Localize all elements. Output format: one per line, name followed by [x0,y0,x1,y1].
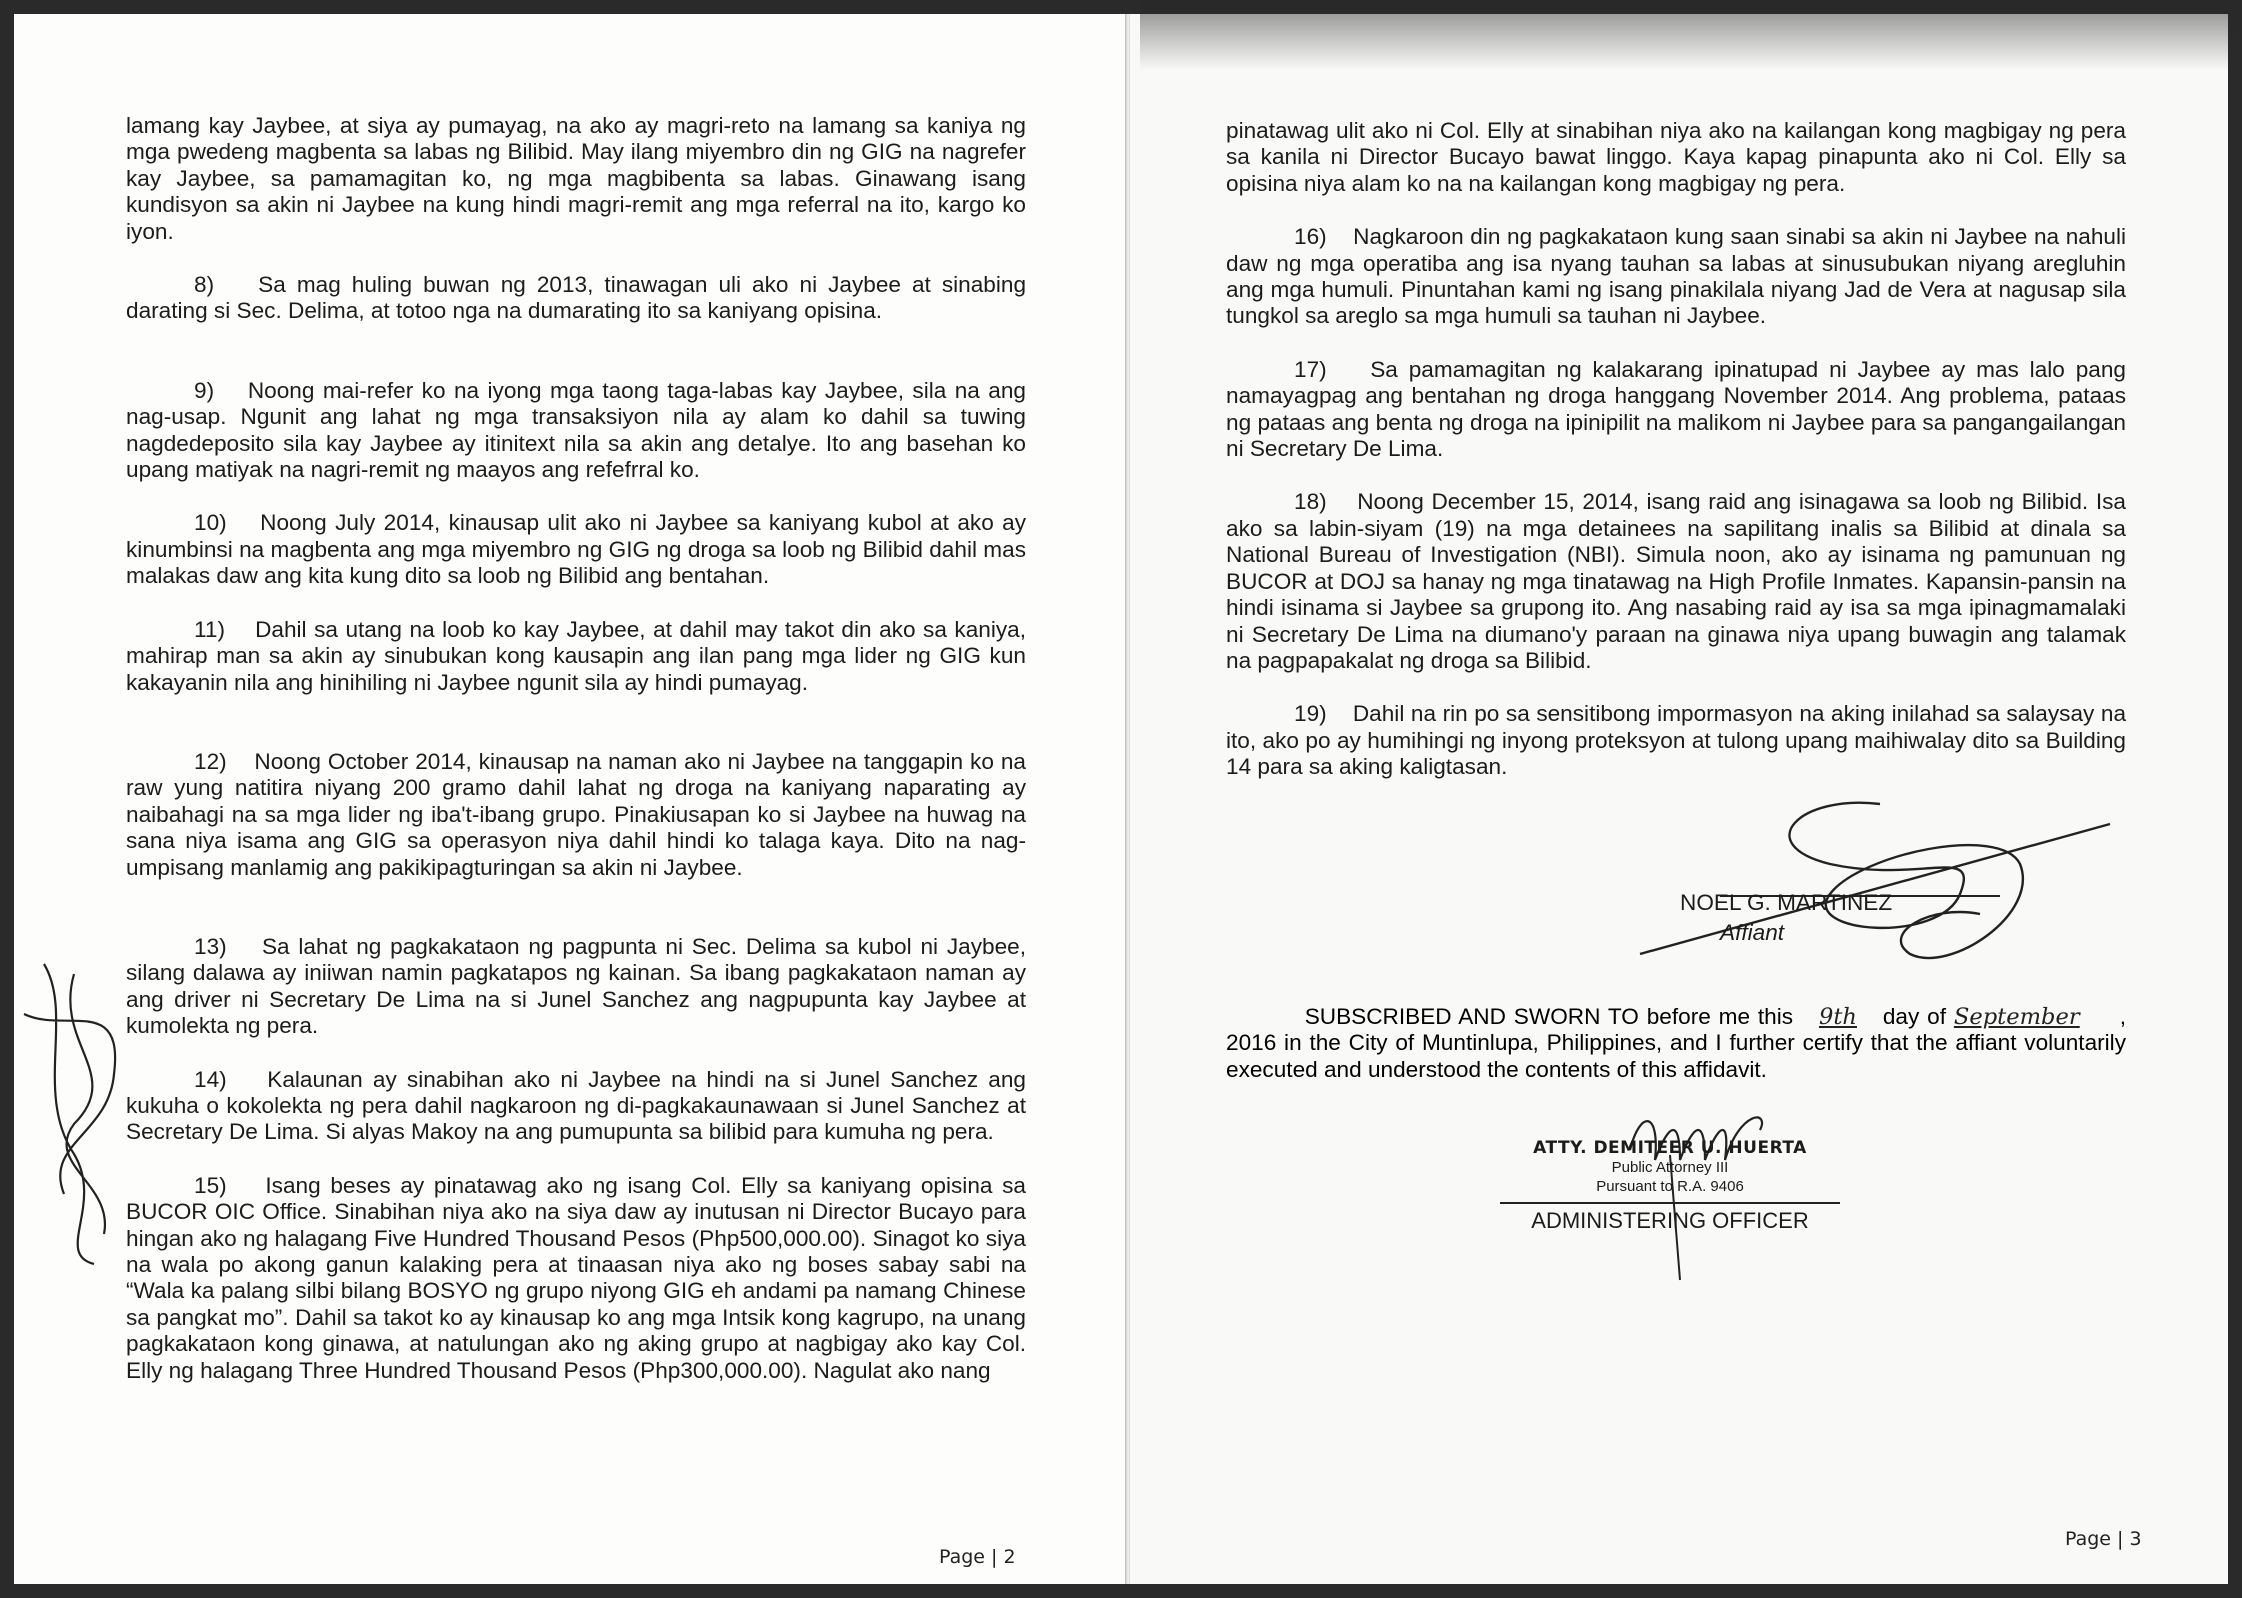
paragraph-text: Sa pamamagitan ng kalakarang ipinatupad ni Jaybee ay mas lalo pang namayagpag ang bentahan ng droga hanggang November 2014. Ang problema, pataas ng pataas ang benta ng droga na ipinipilit na malikom ni Jaybee para sa pangangailangan ni Secretary De Lima. [1226,356,2126,462]
paragraph-text: Noong July 2014, kinausap ulit ako ni Jaybee sa kaniyang kubol at ako ay kinumbinsi na magbenta ang mga miyembro ng GIG ng droga sa loob ng Bilibid dahil mas malakas daw ang kita kung dito sa loob ng Bilibid ang bentahan. [126,510,1027,589]
jurat-text: SUBSCRIBED AND SWORN TO before me this [1304,1004,1794,1029]
paragraph-number: 19) [1294,701,1327,727]
jurat-text-day-of: day of [1882,1004,1946,1029]
affiant-name: NOEL G. MARTINEZ [1680,890,1893,915]
officer-role: ADMINISTERING OFFICER [1500,1202,1840,1234]
paragraph-text: Dahil sa utang na loob ko kay Jaybee, at dahil may takot din ako sa kaniya, mahirap man sa akin ay sinubukan kong kausapin ang ilan pang mga lider ng GIG kun kakayanin nila ang hinihiling ni Jaybee ngunit sila ay hindi pumayag. [126,616,1027,695]
paragraph-text: Noong December 15, 2014, isang raid ang isinagawa sa loob ng Bilibid. Isa ako sa labin-siyam (19) na mga detainees na sapilitang inalis sa Bilibid at dinala sa National Bureau of Investigation (NBI). Simula noon, ako ay isinama ng pamunuan ng BUCOR at DOJ sa hanay ng mga tinatawag na High Profile Inmates. Kapansin-pansin na hindi isinama si Jaybee sa grupong ito. Ang nasabing raid ay isa sa mga ipinagmamalaki ni Secretary De Lima na diumano'y paraan na ginawa niya upang buwagin ang talamak na pagpapakalat ng droga sa Bilibid. [1226,489,2126,673]
paragraph-19 [1226,701,2126,780]
paragraph-14 [126,1067,1026,1146]
paragraph-continued [126,113,1026,245]
page-number-label: Page | 2 [939,1546,1016,1568]
paragraph-12 [126,749,1026,881]
jurat-text-rest: , 2016 in the City of Muntinlupa, Philippines, and I further certify that the affiant voluntarily executed and understood the contents of this affidavit. [1226,1004,2126,1082]
paragraph-number: 14) [194,1066,227,1092]
paragraph-number: 13) [194,933,227,959]
margin-initials-signature [14,954,144,1274]
paragraph-number: 12) [194,748,227,774]
paragraph-17 [1226,357,2126,463]
jurat-month-handwritten: September [1953,1004,2080,1030]
paragraph-number: 9) [194,377,215,403]
page-number-label: Page | 3 [2065,1528,2142,1550]
paragraph-number: 15) [194,1172,227,1198]
jurat-day-handwritten: 9th [1818,1004,1857,1030]
affiant-label: Affiant [1720,920,1785,945]
paragraph-9 [126,378,1026,484]
officer-name: ATTY. DEMITEER U. HUERTA [1533,1138,1807,1158]
right-document-page [1130,14,2228,1584]
paragraph-18 [1226,489,2126,674]
affiant-signature [1600,784,2160,984]
paragraph-text: Dahil na rin po sa sensitibong impormasyon na aking inilahad sa salaysay na ito, ako po ay humihingi ng inyong proteksyon at tulong upang maihiwalay dito sa Building 14 para sa aking kaligtasan. [1226,701,2127,780]
paragraph-text: Sa mag huling buwan ng 2013, tinawagan uli ako ni Jaybee at sinabing darating si Sec. Delima, at totoo nga na dumarating ito sa kaniyang opisina. [126,272,1027,324]
administering-officer-block [1500,1138,1840,1234]
paragraph-text: lamang kay Jaybee, at siya ay pumayag, na ako ay magri-reto na lamang sa kaniya ng mga pwedeng magbenta sa labas ng Bilibid. May ilang miyembro din ng GIG na nagrefer kay Jaybee, sa pamamagitan ko, ng mga magbibenta sa labas. Ginawang isang kundisyon sa akin ni Jaybee na kung hindi magri-remit ang mga referral na ito, kargo ko iyon. [126,113,1026,244]
officer-title: Public Attorney III [1611,1159,1729,1176]
paragraph-text: Kalaunan ay sinabihan ako ni Jaybee na hindi na si Junel Sanchez ang kukuha o kokolekta ng pera dahil nagkaroon ng di-pagkakaunawaan si Junel Sanchez at Secretary De Lima. Si alyas Makoy na ang pumupunta sa bilibid para kumuha ng pera. [126,1066,1026,1145]
paragraph-number: 17) [1294,356,1327,382]
paragraph-10 [126,510,1026,589]
paragraph-13 [126,934,1026,1040]
paragraph-15 [126,1173,1026,1384]
paragraph-text: Noong mai-refer ko na iyong mga taong taga-labas kay Jaybee, sila na ang nag-usap. Ngunit ang lahat ng mga transaksiyon nila ay alam ko dahil sa tuwing nagdedeposito sila kay Jaybee ay itinitext nila sa akin ang detalye. Ito ang basehan ko upang matiyak na nagri-remit ng maayos ang refefrral ko. [126,377,1027,483]
paragraph-11 [126,617,1026,696]
paragraph-number: 11) [194,616,225,642]
paragraph-number: 8) [194,272,215,298]
paragraph-16 [1226,224,2126,330]
paragraph-text: pinatawag ulit ako ni Col. Elly at sinabihan niya ako na kailangan kong magbigay ng pera sa kanila ni Director Bucayo bawat linggo. Kaya kapag pinapunta ako ni Col. Elly sa opisina niya alam ko na na kailangan kong magbigay ng pera. [1226,118,2126,196]
jurat-statement [1226,1004,2126,1083]
paragraph-continued [1226,118,2126,197]
paragraph-text: Noong October 2014, kinausap na naman ako ni Jaybee na tanggapin ko na raw yung natitira niyang 200 gramo dahil lahat ng droga na kaniyang naparating ay naibahagi na sa mga lider ng iba't-ibang grupo. Pinakiusapan ko si Jaybee na huwag na sana niya isama ang GIG sa operasyon niya dahil hindi ko talaga kaya. Dito na nag-umpisang manlamig ang pakikipagturingan sa akin ni Jaybee. [126,748,1026,880]
paragraph-text: Nagkaroon din ng pagkakataon kung saan sinabi sa akin ni Jaybee na nahuli daw ng mga operatiba ang isa nyang tauhan sa labas at sinusubukan niyang aregluhin ang mga humuli. Pinuntahan kami ng isang pinakilala niyang Jad de Vera at nagusap sila tungkol sa areglo sa mga humuli sa tauhan ni Jaybee. [1226,224,2126,329]
paragraph-text: Sa lahat ng pagkakataon ng pagpunta ni Sec. Delima sa kubol ni Jaybee, silang dalawa ay iniiwan namin pagkatapos ng kainan. Sa ibang pagkakataon naman ay ang driver ni Secretary De Lima na si Junel Sanchez ang nagpupunta kay Jaybee at kumolekta ng pera. [126,933,1026,1039]
left-document-page [14,14,1126,1584]
paragraph-number: 16) [1294,224,1327,250]
paragraph-8 [126,272,1026,325]
paragraph-number: 10) [194,510,227,536]
paragraph-text: Isang beses ay pinatawag ako ng isang Col. Elly sa kaniyang opisina sa BUCOR OIC Office. Sinabihan niya ako na siya daw ay inutusan ni Director Bucayo para hingan ako ng halagang Five Hundred Thousand Pesos (Php500,000.00). Sinagot ko siya na wala po akong ganun kalaking pera at tinaasan niya ako ng boses sabay sabi na “Wala ka palang silbi bilang BOSYO ng grupo niyong GIG eh andami pa namang Chinese sa pangkat mo”. Dahil sa takot ko ay kinausap ko ang mga Intsik kong kagrupo, na unang pagkakataon kong ginawa, at natulungan ako ng aking grupo at nagbigay ako kay Col. Elly ng halagang Three Hundred Thousand Pesos (Php300,000.00). Nagulat ako nang [126,1172,1026,1383]
paragraph-number: 18) [1294,489,1327,515]
officer-authority: Pursuant to R.A. 9406 [1596,1178,1744,1195]
right-text-column [1226,118,2126,808]
left-text-column [126,113,1026,1411]
